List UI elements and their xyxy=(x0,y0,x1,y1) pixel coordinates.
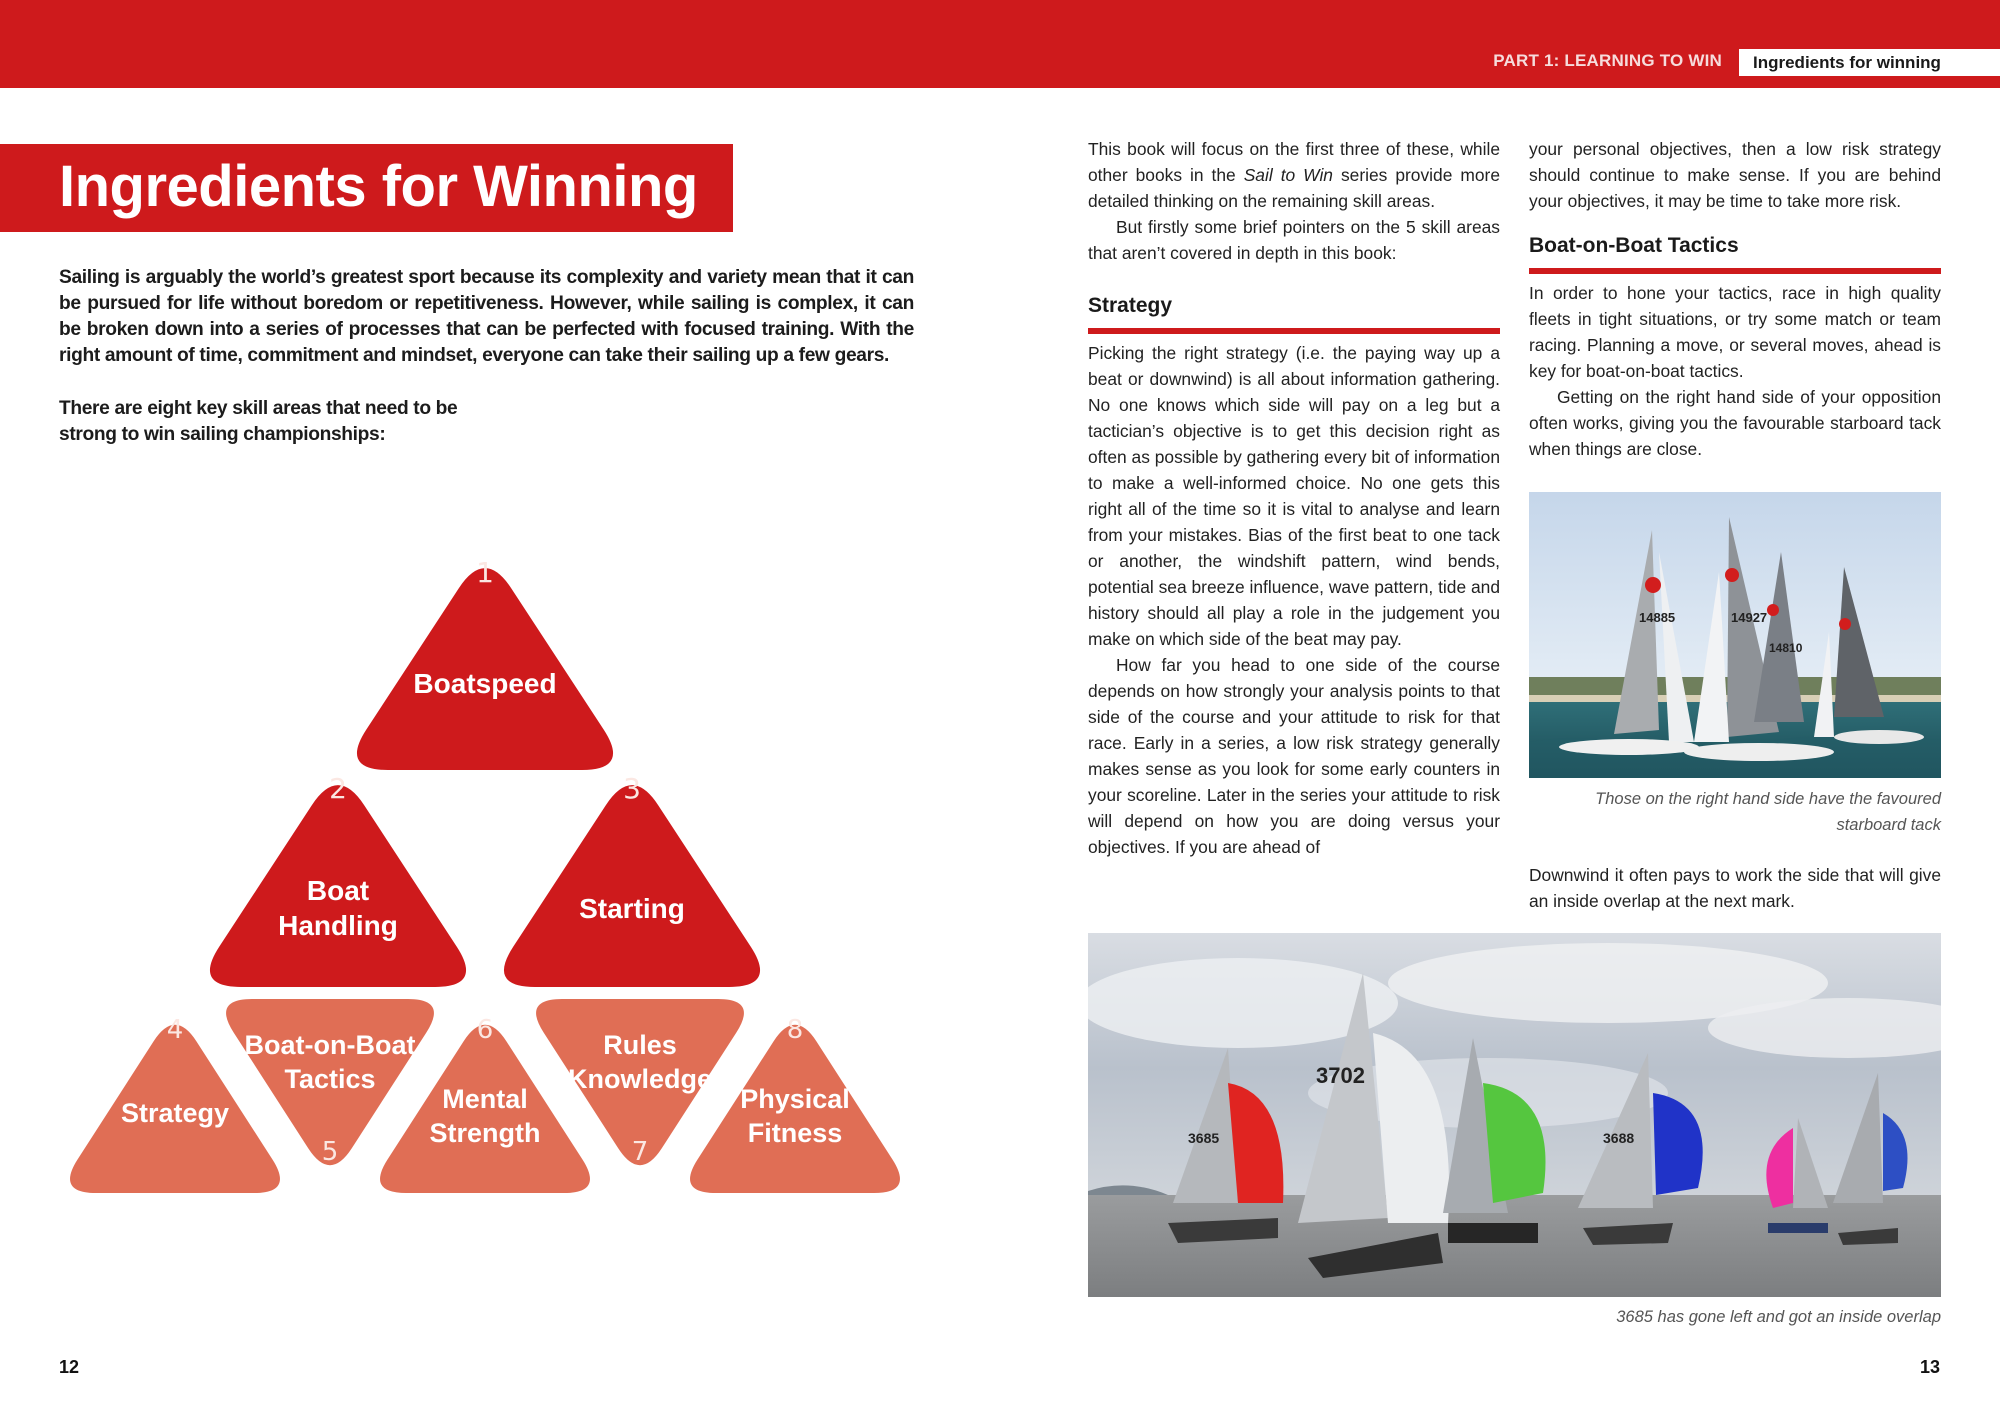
header-section-tab xyxy=(1739,49,2000,76)
photo-caption-2: 3685 has gone left and got an inside overlap xyxy=(1616,1308,1941,1326)
skill-label: Mental xyxy=(442,1084,528,1114)
col1-p1-text-end: series provide more detailed thinking on the remaining skill areas. xyxy=(1088,165,1500,211)
skill-label: Physical xyxy=(740,1084,850,1114)
header-section-label: Ingredients for winning xyxy=(1753,53,1941,72)
skill-triangle-1 xyxy=(357,556,613,770)
skill-label: Fitness xyxy=(747,1118,843,1148)
sail-number: 3702 xyxy=(1316,1063,1365,1088)
photo-dinghies-upwind xyxy=(1529,492,1941,778)
skills-pyramid-svg xyxy=(40,530,930,1210)
skill-label: Boat xyxy=(306,875,370,906)
intro-lead-paragraph: There are eight key skill areas that need to be strong to win sailing championships: xyxy=(59,398,458,445)
skill-label: Tactics xyxy=(284,1064,376,1094)
skill-triangle-3 xyxy=(504,772,760,987)
page-number-right: 13 xyxy=(1919,1357,1940,1377)
page-title-banner xyxy=(0,144,733,232)
section-heading-strategy: Strategy xyxy=(1088,294,1173,317)
series-title: Sail to Win xyxy=(1243,165,1333,185)
col2-paragraph-1: your personal objectives, then a low risk strategy should continue to make sense. If you are behind your objectives, it may be time to take more risk. xyxy=(1529,139,1941,211)
intro-paragraph: Sailing is arguably the world’s greatest sport because its complexity and variety mean that it can be pursued for life without boredom or repetitiveness. However, while sailing is complex, it can be broken down into a series of processes that can be perfected with focused training. With the right amount of time, commitment and mindset, everyone can take their sailing up a few gears. xyxy=(59,267,914,366)
skill-label: Strength xyxy=(429,1118,541,1148)
col1-paragraph-1 xyxy=(1088,136,1500,214)
page-title: Ingredients for Winning xyxy=(59,154,698,219)
skill-label: Strategy xyxy=(120,1098,230,1128)
skill-number: 8 xyxy=(786,1015,804,1045)
photo-dinghies-downwind xyxy=(1088,933,1941,1297)
skill-number: 4 xyxy=(166,1015,184,1045)
skill-label: Handling xyxy=(278,910,398,941)
section-rule xyxy=(1529,268,1941,274)
skill-label: Knowledge xyxy=(567,1064,713,1094)
sail-number: 14927 xyxy=(1731,610,1768,625)
photo-caption-1: Those on the right hand side have the favoured starboard tack xyxy=(1595,790,1941,834)
col1-paragraph-2: But firstly some brief pointers on the 5 skill areas that aren’t covered in depth in this book: xyxy=(1088,217,1500,263)
col1-paragraph-4: How far you head to one side of the course depends on how strongly your analysis points to that side of the course and your attitude to risk for that race. Early in a series, a low risk strategy generally makes sense as you look for some early counters in your scoreline. Later in the series your attitude to risk will depend on how you are doing versus your objectives. If you are ahead of xyxy=(1088,655,1500,857)
col2-paragraph-3: Getting on the right hand side of your opposition often works, giving you the favourable starboard tack when things are close. xyxy=(1529,387,1941,459)
skill-label: Rules xyxy=(603,1030,677,1060)
col2-paragraph-4: Downwind it often pays to work the side that will give an inside overlap at the next mark. xyxy=(1529,865,1941,911)
skill-label: Starting xyxy=(579,893,685,924)
sail-number: 3688 xyxy=(1603,1130,1635,1146)
text-column-2 xyxy=(1529,136,1941,462)
skill-number: 3 xyxy=(623,772,641,805)
skill-number: 6 xyxy=(476,1015,494,1045)
skills-pyramid-diagram xyxy=(40,530,930,1210)
skill-label: Boat-on-Boat xyxy=(244,1030,416,1060)
skill-number: 5 xyxy=(321,1137,339,1167)
skill-number: 7 xyxy=(631,1137,649,1167)
page-number-left: 12 xyxy=(59,1357,80,1377)
section-rule xyxy=(1088,328,1500,334)
skill-triangle-2 xyxy=(210,772,466,987)
skill-number: 1 xyxy=(476,556,494,589)
sail-number: 14810 xyxy=(1769,641,1803,655)
header-part-label: PART 1: LEARNING TO WIN xyxy=(1493,51,1722,70)
col1-p1-text: This book will focus on the first three of these, while other books in the xyxy=(1088,139,1500,185)
sail-number: 3685 xyxy=(1188,1130,1220,1146)
section-heading-tactics: Boat-on-Boat Tactics xyxy=(1529,234,1739,257)
col2-paragraph-2: In order to hone your tactics, race in high quality fleets in tight situations, or try some match or team racing. Planning a move, or several moves, ahead is key for boat-on-boat tactics. xyxy=(1529,283,1941,381)
skill-number: 2 xyxy=(329,772,347,805)
skill-triangle-shape xyxy=(504,785,760,987)
sail-number: 14885 xyxy=(1639,610,1676,625)
text-column-1 xyxy=(1088,136,1500,860)
col1-paragraph-3: Picking the right strategy (i.e. the paying way up a beat or downwind) is all about information gathering. No one knows which side will pay on a leg but a tactician’s objective is to get this decision right as often as possible by gathering every bit of information to make a well-informed choice. No one gets this right all of the time so it is vital to analyse and learn from your mistakes. Bias of the first beat to one tack or another, the windshift pattern, wind bends, potential sea breeze influence, wave pattern, tide and history should all play a role in the judgement you make on which side of the beat may pay. xyxy=(1088,343,1500,649)
running-header xyxy=(0,0,2000,88)
skill-label: Boatspeed xyxy=(413,668,557,699)
